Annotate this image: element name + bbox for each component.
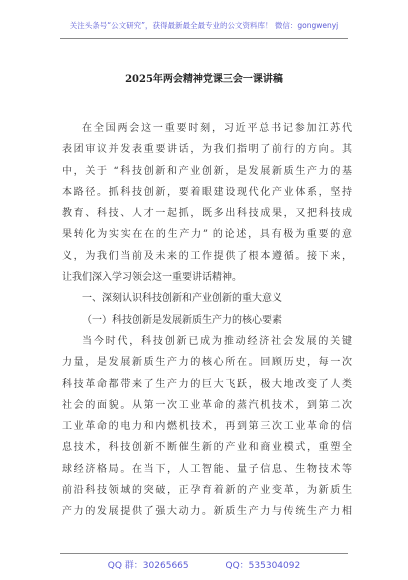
footer-contacts bbox=[0, 558, 408, 571]
paragraph-line: 表团审议并发表重要讲话，为我们指明了前行的方向。其 bbox=[62, 144, 352, 156]
paragraph-line: 前沿科技领域的突破，正孕育着新的产业变革，为新质生 bbox=[62, 485, 352, 497]
paragraph-line: 力量，是发展新质生产力的核心所在。回顾历史，每一次 bbox=[62, 357, 352, 369]
paragraph-line: 义，为我们当前及未来的工作提供了根本遵循。接下来， bbox=[62, 250, 352, 262]
paragraph-line: 在全国两会这一重要时刻，习近平总书记参加江苏代 bbox=[82, 123, 352, 134]
paragraph-line: 球经济格局。在当下，人工智能、量子信息、生物技术等 bbox=[62, 463, 352, 475]
qq-number: QQ：535304092 bbox=[225, 561, 301, 571]
paragraph-line: 教育、科技、人才一起抓，既多出科技成果，又把科技成 bbox=[62, 208, 352, 220]
qq-group-number: QQ 群：30265665 bbox=[107, 561, 189, 571]
paragraph-line: 中，关于 “科技创新和产业创新，是发展新质生产力的基 bbox=[62, 165, 352, 177]
document-title: 2025年两会精神党课三会一课讲稿 bbox=[125, 74, 283, 85]
paragraph-line: 工业革命的电力和内燃机技术，再到第三次工业革命的信 bbox=[62, 421, 352, 433]
section-heading: 一、深刻认识科技创新和产业创新的重大意义 bbox=[82, 293, 282, 305]
paragraph-line: 果转化为实实在在的生产力” 的论述，具有极为重要的意 bbox=[62, 229, 352, 241]
paragraph-line: 本路径。抓科技创新，要着眼建设现代化产业体系，坚持 bbox=[62, 186, 352, 198]
paragraph-line: 让我们深入学习领会这一重要讲话精神。 bbox=[62, 272, 242, 284]
paragraph-line: 息技术，科技创新不断催生新的产业和商业模式，重塑全 bbox=[62, 442, 352, 454]
header-banner: 关注头条号“公文研究”，获得最新最全最专业的公文资料库！ 微信：gongwenyj bbox=[69, 21, 339, 30]
document-body bbox=[62, 118, 352, 523]
header-rule bbox=[60, 38, 348, 39]
paragraph-line: 当今时代，科技创新已成为推动经济社会发展的关键 bbox=[82, 335, 352, 347]
subsection-heading: （一）科技创新是发展新质生产力的核心要素 bbox=[82, 314, 282, 326]
paragraph-line: 社会的面貌。从第一次工业革命的蒸汽机技术，到第二次 bbox=[62, 399, 352, 411]
paragraph-line: 科技革命都带来了生产力的巨大飞跃，极大地改变了人类 bbox=[62, 378, 352, 390]
paragraph-line: 产力的发展提供了强大动力。新质生产力与传统生产力相 bbox=[62, 506, 352, 518]
footer-rule bbox=[60, 553, 348, 554]
